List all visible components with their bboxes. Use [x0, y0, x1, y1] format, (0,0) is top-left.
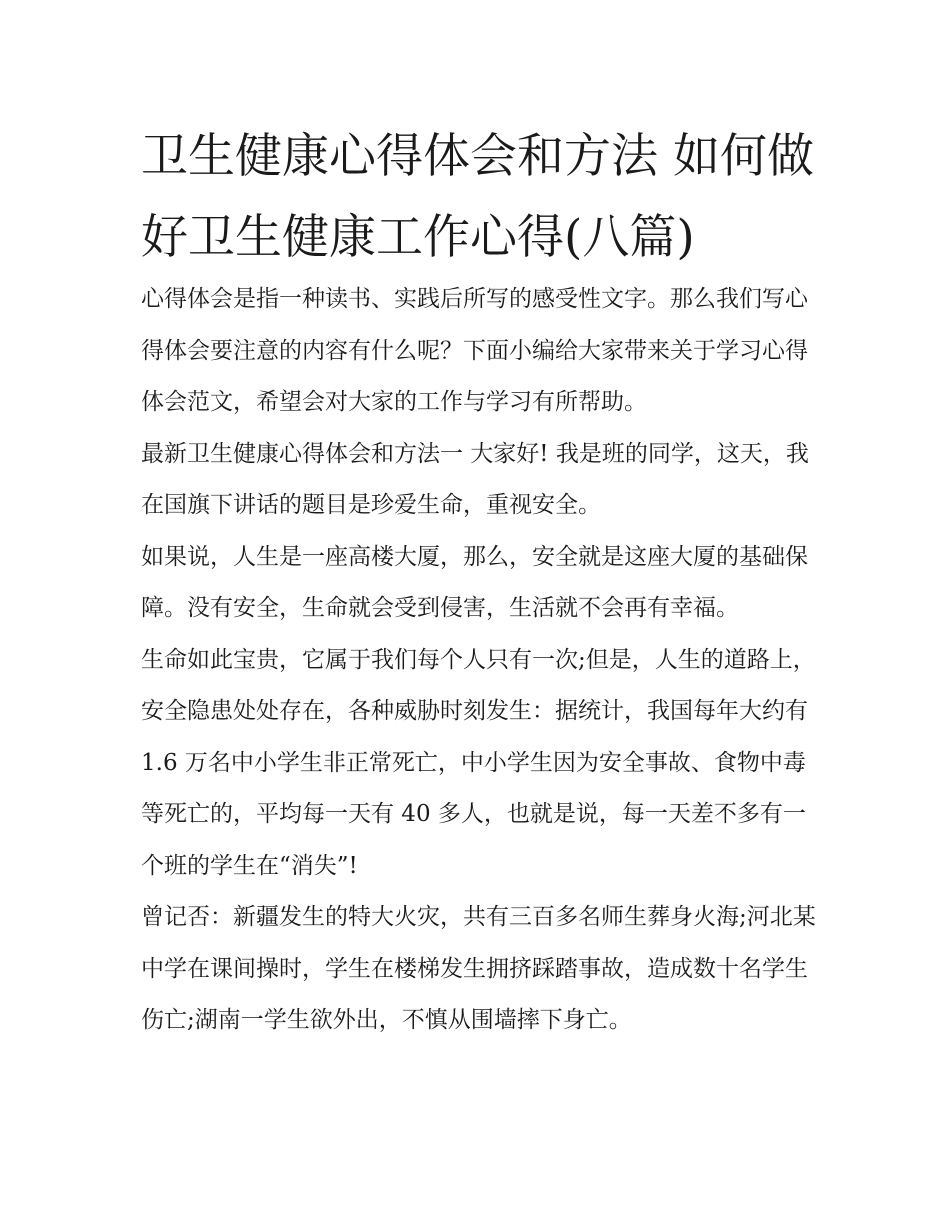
- paragraph-safety-foundation: 如果说，人生是一座高楼大厦，那么，安全就是这座大厦的基础保障。没有安全，生命就会受到侵害，生活就不会再有幸福。: [141, 543, 808, 621]
- paragraph-greeting: 最新卫生健康心得体会和方法一 大家好! 我是班的同学，这天，我在国旗下讲话的题目是珍爱生命，重视安全。: [141, 440, 809, 518]
- paragraph-incidents: 曾记否：新疆发生的特大火灾，共有三百多名师生葬身火海;河北某中学在课间操时，学生在楼梯发生拥挤踩踏事故，造成数十名学生伤亡;湖南一学生欲外出，不慎从围墙摔下身亡。: [141, 904, 816, 1033]
- paragraph-intro: 心得体会是指一种读书、实践后所写的感受性文字。那么我们写心得体会要注意的内容有什么呢？下面小编给大家带来关于学习心得体会范文，希望会对大家的工作与学习有所帮助。: [141, 286, 808, 415]
- document-title: 卫生健康心得体会和方法 如何做好卫生健康工作心得(八篇): [141, 129, 814, 265]
- document-body: [141, 274, 821, 1047]
- paragraph-statistics: 生命如此宝贵，它属于我们每个人只有一次;但是，人生的道路上，安全隐患处处存在，各种威胁时刻发生：据统计，我国每年大约有 1.6 万名中小学生非正常死亡，中小学生因为安全事故、食物中毒等死亡的，平均每一天有 40 多人，也就是说，每一天差不多有一个班的学生在“消失”!: [141, 646, 816, 879]
